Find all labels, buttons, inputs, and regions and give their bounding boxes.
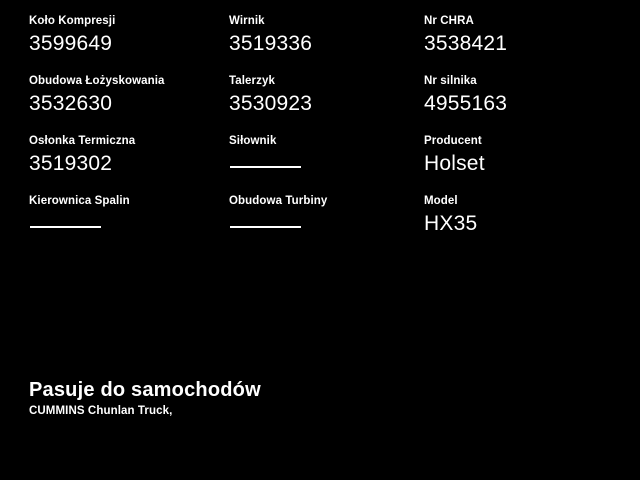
spec-value-empty [229, 212, 424, 236]
fits-vehicles-title: Pasuje do samochodów [29, 379, 261, 401]
spec-value: HX35 [424, 212, 478, 235]
spec-value: 3532630 [29, 92, 113, 115]
spec-label: Koło Kompresji [29, 15, 116, 27]
spec-item [229, 14, 424, 74]
spec-item [29, 74, 229, 134]
spec-item [29, 134, 229, 194]
spec-item [424, 14, 630, 74]
spec-label: Nr silnika [424, 75, 477, 87]
fits-vehicles-section [29, 378, 589, 419]
spec-value: 3538421 [424, 32, 508, 55]
spec-label: Siłownik [229, 135, 277, 147]
spec-value: 3519336 [229, 32, 313, 55]
spec-item [29, 14, 229, 74]
spec-grid [0, 14, 640, 254]
spec-value-empty [229, 152, 424, 176]
spec-item [229, 134, 424, 194]
spec-label: Nr CHRA [424, 15, 474, 27]
spec-label: Osłonka Termiczna [29, 135, 136, 147]
spec-value: 3599649 [29, 32, 113, 55]
spec-item [29, 194, 229, 254]
spec-label: Producent [424, 135, 482, 147]
fits-vehicles-list: CUMMINS Chunlan Truck, [29, 405, 173, 417]
spec-value: 4955163 [424, 92, 508, 115]
spec-label: Kierownica Spalin [29, 195, 130, 207]
spec-item [229, 194, 424, 254]
spec-label: Wirnik [229, 15, 265, 27]
spec-label: Talerzyk [229, 75, 275, 87]
spec-item [424, 134, 630, 194]
spec-value: Holset [424, 152, 485, 175]
spec-value: 3519302 [29, 152, 113, 175]
spec-value: 3530923 [229, 92, 313, 115]
spec-label: Model [424, 195, 458, 207]
spec-label: Obudowa Łożyskowania [29, 75, 165, 87]
spec-item [424, 194, 630, 254]
spec-item [424, 74, 630, 134]
spec-value-empty [29, 212, 229, 236]
spec-label: Obudowa Turbiny [229, 195, 328, 207]
spec-item [229, 74, 424, 134]
